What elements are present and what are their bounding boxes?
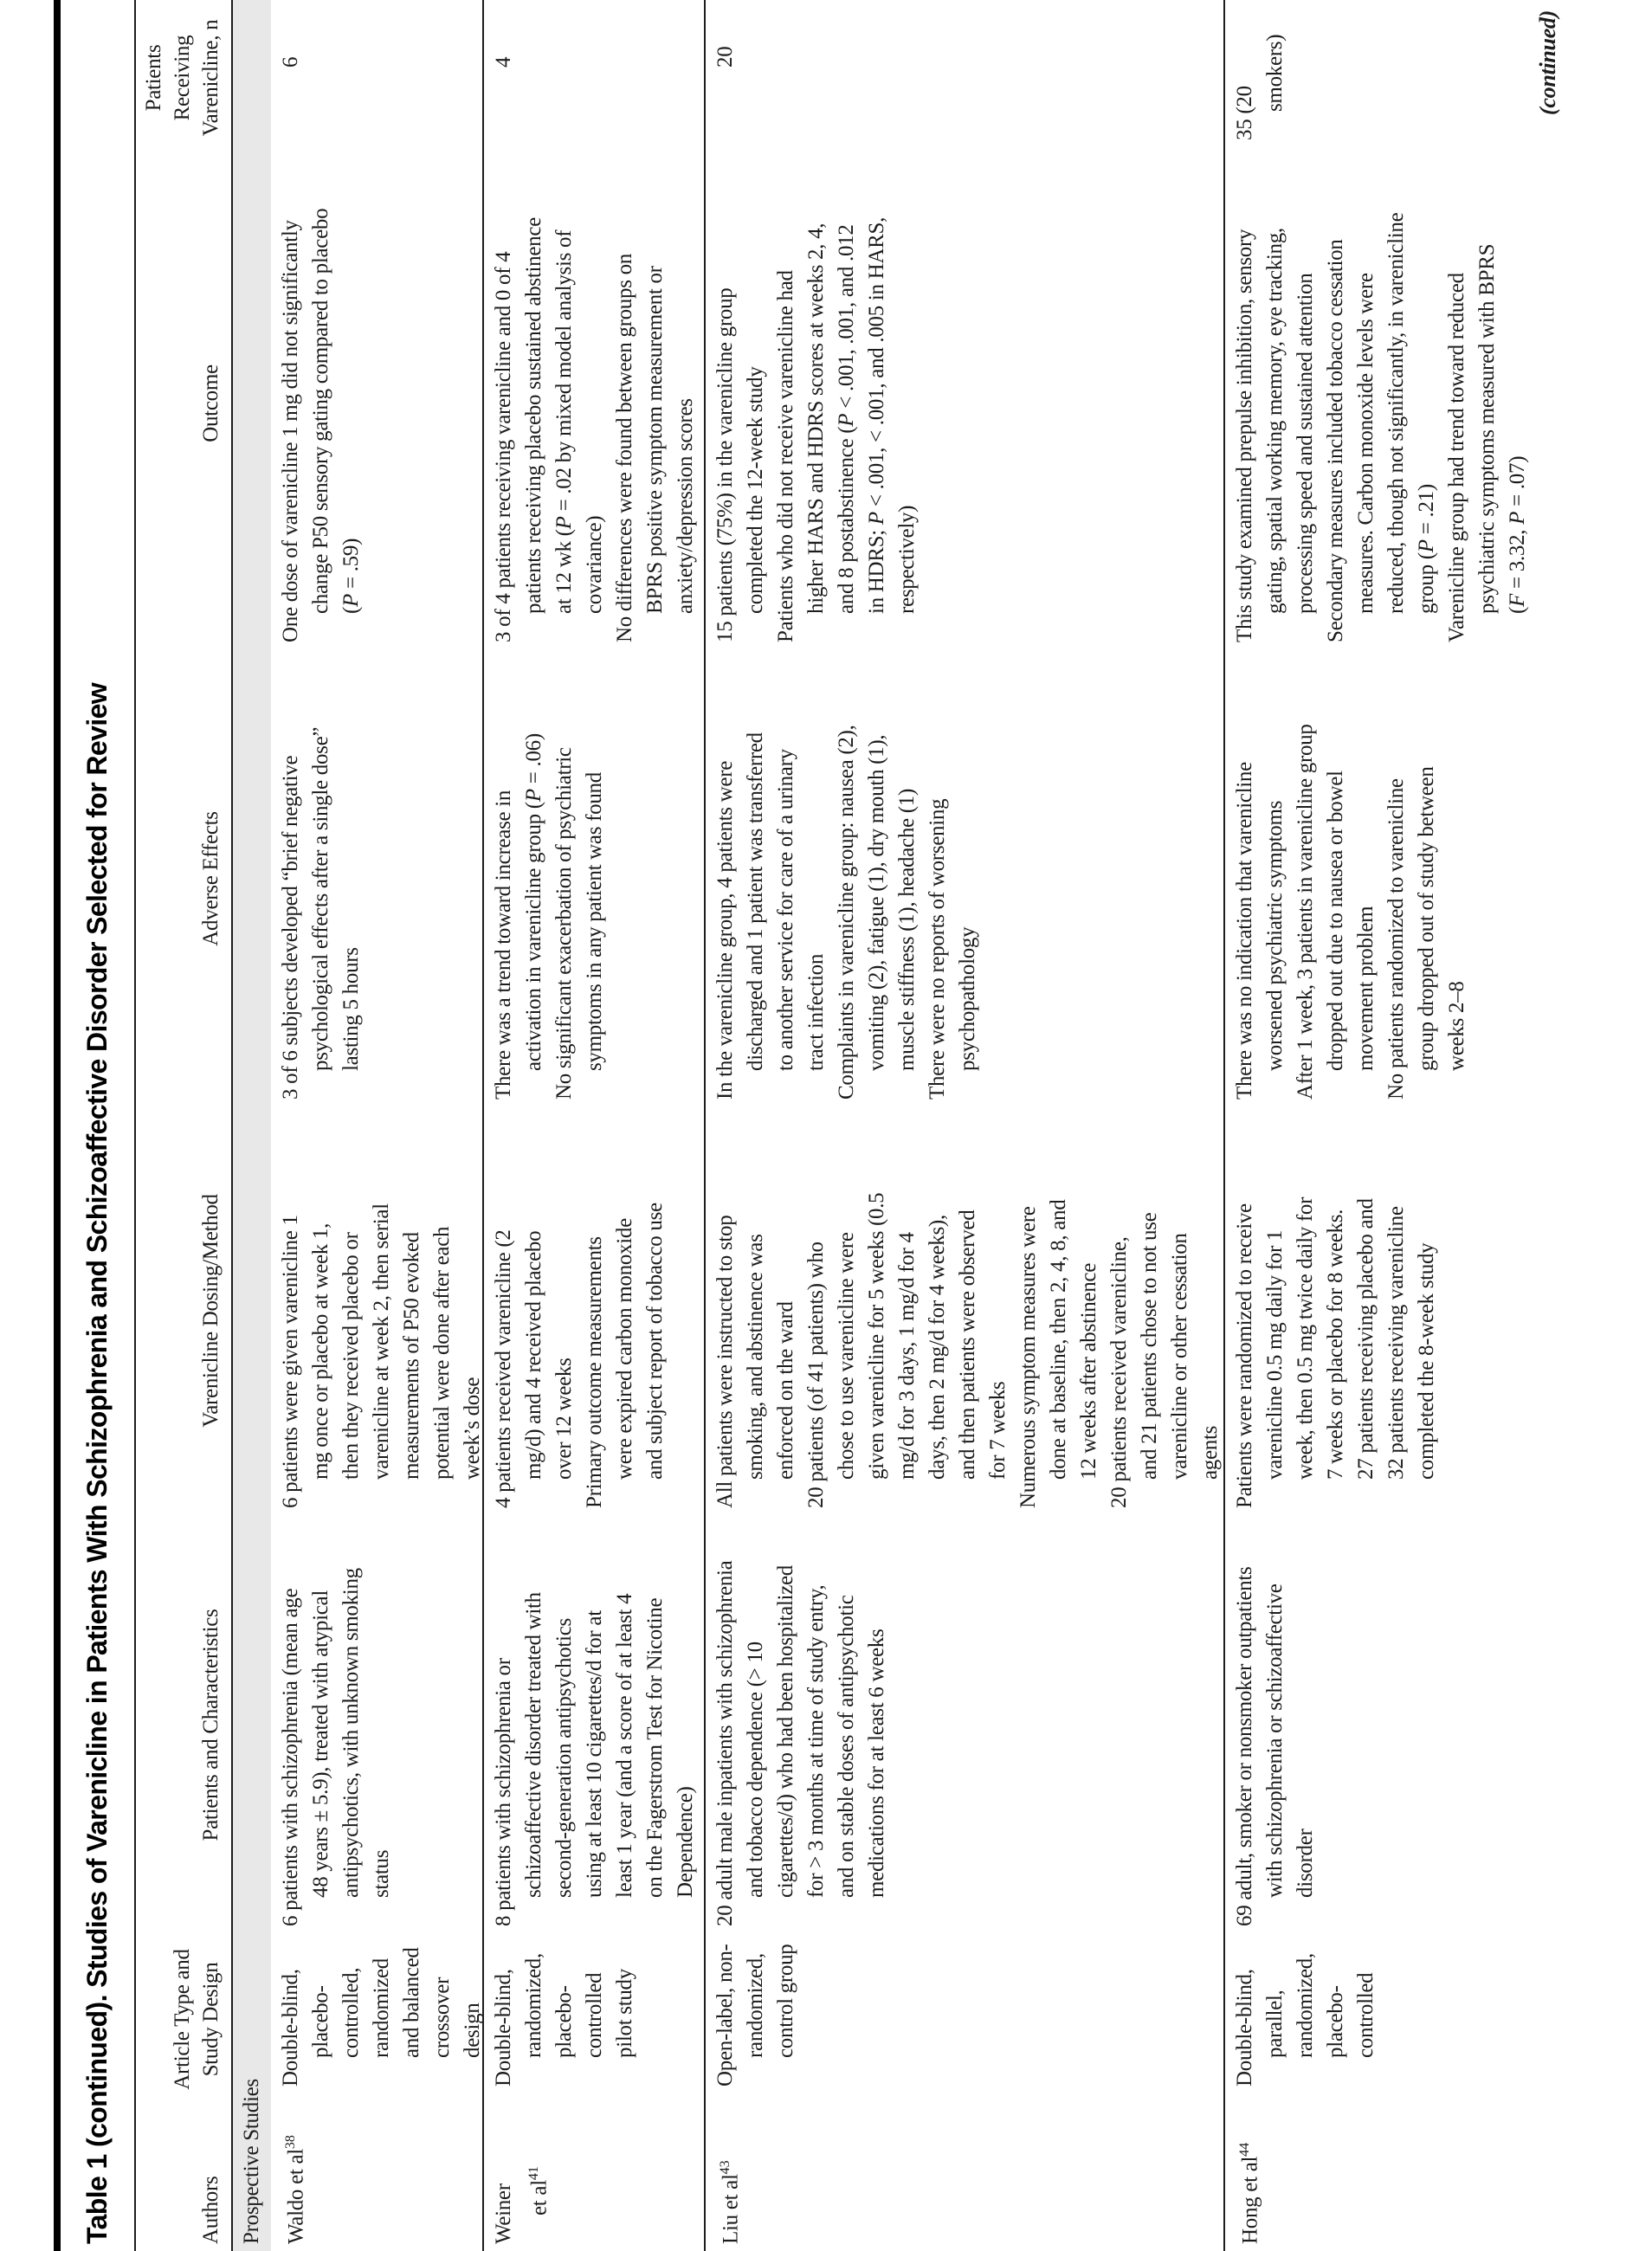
cell-line: vomiting (2), fatigue (1), dry mouth (1), [865, 734, 888, 1071]
cell-line: symptoms in any patient was found [583, 772, 606, 1071]
cell-weiner-outcome [484, 156, 704, 651]
cell-line: anxiety/depression scores [674, 398, 697, 614]
cell-line: 20 [713, 46, 737, 68]
cell-line: placebo- [552, 1985, 576, 2058]
cell-line: 4 [492, 56, 515, 68]
study-row-waldo [271, 0, 484, 2251]
cell-line: varenicline at week 2, then serial [370, 1203, 393, 1480]
cell-line: patients receiving placebo sustained abstinence [522, 217, 545, 614]
cell-line: This study examined prepulse inhibition, sensory [1233, 229, 1256, 642]
cell-line: and subject report of tobacco use [643, 1203, 667, 1480]
cell-hong-adverse [1225, 651, 1528, 1106]
cell-line: placebo- [309, 1985, 332, 2058]
cell-line: given varenicline for 5 weeks (0.5 [865, 1192, 888, 1480]
cell-line: psychological effects after a single dose” [309, 726, 332, 1071]
cell-line: gating, spatial working memory, eye tracking, [1263, 228, 1287, 614]
cell-line: parallel, [1263, 1990, 1287, 2058]
cell-line: completed the 8-week study [1415, 1242, 1438, 1480]
cell-line: cigarettes/d) who had been hospitalized [774, 1565, 797, 1898]
cell-hong-design [1225, 1935, 1528, 2104]
column-header-line: Study Design [199, 1962, 223, 2077]
cell-line: control group [774, 1944, 797, 2058]
column-header-line: Patients [142, 44, 165, 112]
cell-line: One dose of varenicline 1 mg did not significantly [279, 220, 302, 642]
cell-line: discharged and 1 patient was transferred [744, 732, 767, 1071]
cell-liu-design [706, 1935, 1223, 2104]
cell-line: controlled [583, 1972, 606, 2058]
cell-line: Secondary measures included tobacco cessation [1324, 239, 1347, 642]
cell-line: Dependence) [674, 1786, 697, 1898]
cell-weiner-design [484, 1935, 704, 2104]
column-header-line: Authors [199, 2176, 223, 2244]
table-title-band [61, 0, 134, 2251]
cell-line: psychiatric symptoms measured with BPRS [1475, 243, 1499, 614]
cell-line: weeks 2–8 [1445, 981, 1468, 1071]
cell-line: 48 years ± 5.9), treated with atypical [309, 1590, 332, 1898]
cell-line: 32 patients receiving varenicline [1384, 1206, 1408, 1480]
continued-note-row [1528, 0, 1568, 2251]
cell-line: design [461, 2003, 484, 2058]
cell-line: 35 (20 [1233, 86, 1256, 140]
study-row-weiner [484, 0, 706, 2251]
cell-line: pilot study [613, 1969, 636, 2058]
cell-line: and 8 postabstinence (P < .001, .001, and .012 [835, 224, 858, 614]
column-header-line: Varenicline, n [199, 19, 223, 137]
cell-line: measurements of P50 evoked [400, 1232, 423, 1480]
cell-weiner-authors [484, 2104, 704, 2251]
cell-line: No differences were found between groups on [613, 254, 636, 642]
cell-line: enforced on the ward [774, 1301, 797, 1480]
column-header-adverse [197, 651, 231, 1106]
cell-line: varenicline or other cessation [1168, 1233, 1191, 1480]
cell-line: status [370, 1849, 393, 1898]
cell-line: All patients were instructed to stop [713, 1215, 737, 1508]
cell-line: reduced, though not significantly, in varenicline [1384, 212, 1408, 614]
cell-line: (F = 3.32, P = .07) [1506, 455, 1529, 614]
cell-line: Patients were randomized to receive [1233, 1203, 1256, 1508]
cell-line: (P = .59) [339, 538, 363, 614]
cell-line: then they received placebo or [339, 1232, 363, 1480]
cell-waldo-adverse [271, 651, 482, 1106]
cell-line: for > 3 months at time of study entry, [804, 1584, 828, 1898]
cell-line: week’s dose [461, 1377, 484, 1480]
cell-line: activation in varenicline group (P = .06) [522, 733, 545, 1071]
section-label: Prospective Studies [240, 2079, 263, 2244]
cell-line: Waldo et $al^{38}$ [283, 2135, 308, 2244]
cell-line: done at baseline, then 2, 4, 8, and [1047, 1199, 1070, 1480]
cell-line: randomized, [744, 1953, 767, 2058]
cell-liu-adverse [706, 651, 1223, 1106]
cell-line: disorder [1294, 1829, 1317, 1898]
cell-line: BPRS positive symptom measurement or [643, 266, 667, 614]
cell-line: over 12 weeks [552, 1358, 576, 1480]
cell-waldo-n [271, 0, 482, 156]
cell-line: measures. Carbon monoxide levels were [1354, 273, 1378, 614]
cell-weiner-adverse [484, 651, 704, 1106]
cell-line: Double-blind, [1233, 1969, 1256, 2087]
study-row-hong [1225, 0, 1528, 2251]
table-title: Table 1 (continued). Studies of Varenicline in Patients With Schizophrenia and Schizoaffective Disorder Selected for Review [81, 682, 113, 2244]
cell-weiner-n [484, 0, 704, 156]
cell-line: processing speed and sustained attention [1294, 273, 1317, 614]
cell-line: mg/d for 3 days, 1 mg/d for 4 [895, 1232, 919, 1480]
cell-line: at 12 wk (P = .02 by mixed model analysis of [552, 229, 576, 614]
cell-liu-dosing [706, 1106, 1223, 1515]
cell-line: movement problem [1354, 906, 1378, 1071]
reference-superscript: 38 [283, 2135, 298, 2150]
cell-line: higher HARS and HDRS scores at weeks 2, 4, [804, 223, 828, 614]
cell-line: mg/d) and 4 received placebo [522, 1230, 545, 1480]
reference-superscript: 44 [1237, 2142, 1252, 2157]
cell-line: placebo- [1324, 1985, 1347, 2058]
column-header-n [139, 0, 231, 156]
cell-line: in HDRS; P < .001, < .001, and .005 in HARS, [865, 216, 888, 614]
cell-line: Primary outcome measurements [583, 1236, 606, 1508]
column-header-design [168, 1935, 231, 2104]
cell-waldo-outcome [271, 156, 482, 651]
cell-line: respectively) [895, 505, 919, 614]
cell-line: Weiner [492, 2183, 515, 2244]
cell-weiner-characteristics [484, 1515, 704, 1935]
column-header-outcome [197, 156, 231, 651]
cell-line: week, then 0.5 mg twice daily for [1294, 1196, 1317, 1480]
cell-line: psychopathology [956, 926, 979, 1071]
cell-line: medications for at least 6 weeks [865, 1629, 888, 1898]
cell-line: and then patients were observed [956, 1209, 979, 1480]
cell-liu-n [706, 0, 1223, 156]
cell-liu-outcome [706, 156, 1223, 651]
cell-hong-characteristics [1225, 1515, 1528, 1935]
cell-line: with schizophrenia or schizoaffective [1263, 1583, 1287, 1898]
cell-line: second-generation antipsychotics [552, 1618, 576, 1898]
cell-line: 4 patients received varenicline (2 [492, 1229, 515, 1508]
cell-line: to another service for care of a urinary [774, 749, 797, 1071]
cell-line: for 7 weeks [986, 1381, 1010, 1480]
cell-line: least 1 year (and a score of at least 4 [613, 1593, 636, 1898]
cell-hong-outcome [1225, 156, 1528, 651]
cell-line: Patients who did not receive varenicline had [774, 270, 797, 642]
cell-hong-n [1225, 0, 1528, 156]
column-header-characteristics [197, 1515, 231, 1935]
cell-line: 6 [279, 56, 302, 68]
cell-line: completed the 12-week study [744, 366, 767, 614]
table-header-row [136, 0, 231, 2251]
cell-line: 7 weeks or placebo for 8 weeks. [1324, 1209, 1347, 1480]
cell-liu-authors [706, 2104, 1223, 2251]
cell-line: Varenicline group had trend toward reduced [1445, 273, 1468, 642]
cell-line: 6 patients with schizophrenia (mean age [279, 1588, 302, 1926]
cell-waldo-authors [271, 2104, 482, 2251]
column-header-line: Varenicline Dosing/Method [199, 1194, 223, 1428]
cell-line: antipsychotics, with unknown smoking [339, 1568, 363, 1898]
column-header-line: Patients and Characteristics [199, 1609, 223, 1841]
cell-line: smoking, and abstinence was [744, 1234, 767, 1480]
cell-line: No significant exacerbation of psychiatric [552, 747, 576, 1100]
cell-line: Open-label, non- [713, 1944, 737, 2087]
cell-line: No patients randomized to varenicline [1384, 778, 1408, 1100]
table-top-rule [54, 0, 61, 2251]
column-header-authors [197, 2104, 231, 2251]
cell-line: smokers) [1263, 34, 1287, 112]
table-body [271, 0, 1528, 2251]
cell-hong-authors [1225, 2104, 1528, 2251]
cell-line: Complaints in varenicline group: nausea (2), [835, 725, 858, 1100]
cell-line: controlled, [339, 1967, 363, 2058]
cell-line: 8 patients with schizophrenia or [492, 1658, 515, 1926]
cell-line: agents [1198, 1425, 1222, 1480]
cell-line: days, then 2 mg/d for 4 weeks), [926, 1215, 949, 1480]
cell-line: Double-blind, [279, 1969, 302, 2087]
cell-line: randomized [370, 1958, 393, 2058]
cell-waldo-characteristics [271, 1515, 482, 1935]
cell-line: Liu et $al^{43}$ [718, 2160, 743, 2244]
column-header-line: Adverse Effects [199, 811, 223, 946]
cell-line: Hong et $al^{44}$ [1237, 2142, 1262, 2244]
cell-line: and on stable doses of antipsychotic [835, 1595, 858, 1898]
continued-note: (continued) [1535, 10, 1560, 115]
cell-line: 20 patients received varenicline, [1107, 1236, 1131, 1508]
cell-line: randomized, [522, 1953, 545, 2058]
cell-line: Double-blind, [492, 1969, 515, 2087]
cell-weiner-dosing [484, 1106, 704, 1515]
cell-line: were expired carbon monoxide [613, 1218, 636, 1480]
cell-line: 69 adult, smoker or nonsmoker outpatients [1233, 1566, 1256, 1926]
cell-line: 3 of 4 patients receiving varenicline and 0 of 4 [492, 251, 515, 642]
page-top-margin [0, 0, 54, 2251]
cell-line: dropped out due to nausea or bowel [1324, 771, 1347, 1071]
reference-superscript: 41 [526, 2166, 541, 2181]
cell-line: randomized, [1294, 1953, 1317, 2058]
cell-line: After 1 week, 3 patients in varenicline group [1294, 724, 1317, 1100]
column-header-line: Receiving [171, 35, 194, 121]
column-header-line: Article Type and [171, 1949, 194, 2090]
column-header-dosing [197, 1106, 231, 1515]
cell-line: crossover [430, 1977, 454, 2058]
cell-line: change P50 sensory gating compared to placebo [309, 208, 332, 614]
cell-line: using at least 10 cigarettes/d for at [583, 1610, 606, 1898]
cell-line: on the Fagerstrom Test for Nicotine [643, 1597, 667, 1898]
cell-line: group dropped out of study between [1415, 766, 1438, 1071]
reference-superscript: 43 [718, 2160, 732, 2175]
study-row-liu [706, 0, 1225, 2251]
cell-line: 12 weeks after abstinence [1077, 1262, 1100, 1480]
cell-line: 3 of 6 subjects developed “brief negative [279, 755, 302, 1100]
cell-line: group (P = .21) [1415, 484, 1438, 614]
cell-line: chose to use varenicline were [835, 1232, 858, 1480]
cell-line: Numerous symptom measures were [1016, 1206, 1040, 1508]
cell-line: 20 adult male inpatients with schizophrenia [713, 1560, 737, 1926]
cell-line: controlled [1354, 1972, 1378, 2058]
cell-line: mg once or placebo at week 1, [309, 1222, 332, 1480]
cell-line: There was no indication that varenicline [1233, 762, 1256, 1100]
cell-line: 20 patients (of 41 patients) who [804, 1242, 828, 1508]
cell-line: varenicline 0.5 mg daily for 1 [1263, 1229, 1287, 1480]
cell-line: There was a trend toward increase in [492, 790, 515, 1100]
column-header-line: Outcome [199, 364, 223, 442]
cell-liu-characteristics [706, 1515, 1223, 1935]
section-row-prospective-studies [233, 0, 271, 2251]
cell-line: potential were done after each [430, 1226, 454, 1480]
cell-line: muscle stiffness (1), headache (1) [895, 788, 919, 1071]
cell-line: 6 patients were given varenicline 1 [279, 1215, 302, 1508]
cell-line: lasting 5 hours [339, 947, 363, 1071]
cell-line: 27 patients receiving placebo and [1354, 1198, 1378, 1480]
cell-waldo-dosing [271, 1106, 482, 1515]
cell-line: 15 patients (75%) in the varenicline group [713, 287, 737, 642]
cell-line: and tobacco dependence (> 10 [744, 1641, 767, 1898]
cell-line: tract infection [804, 953, 828, 1071]
cell-line: In the varenicline group, 4 patients were [713, 760, 737, 1100]
cell-line: et $al^{41}$ [526, 2166, 552, 2216]
cell-hong-dosing [1225, 1106, 1528, 1515]
cell-line: schizoaffective disorder treated with [522, 1592, 545, 1898]
cell-line: covariance) [583, 515, 606, 614]
cell-line: and balanced [400, 1947, 423, 2058]
cell-line: and 21 patients chose to not use [1138, 1212, 1161, 1480]
cell-line: worsened psychiatric symptoms [1263, 800, 1287, 1071]
cell-waldo-design [271, 1935, 482, 2104]
cell-line: There were no reports of worsening [926, 798, 949, 1100]
